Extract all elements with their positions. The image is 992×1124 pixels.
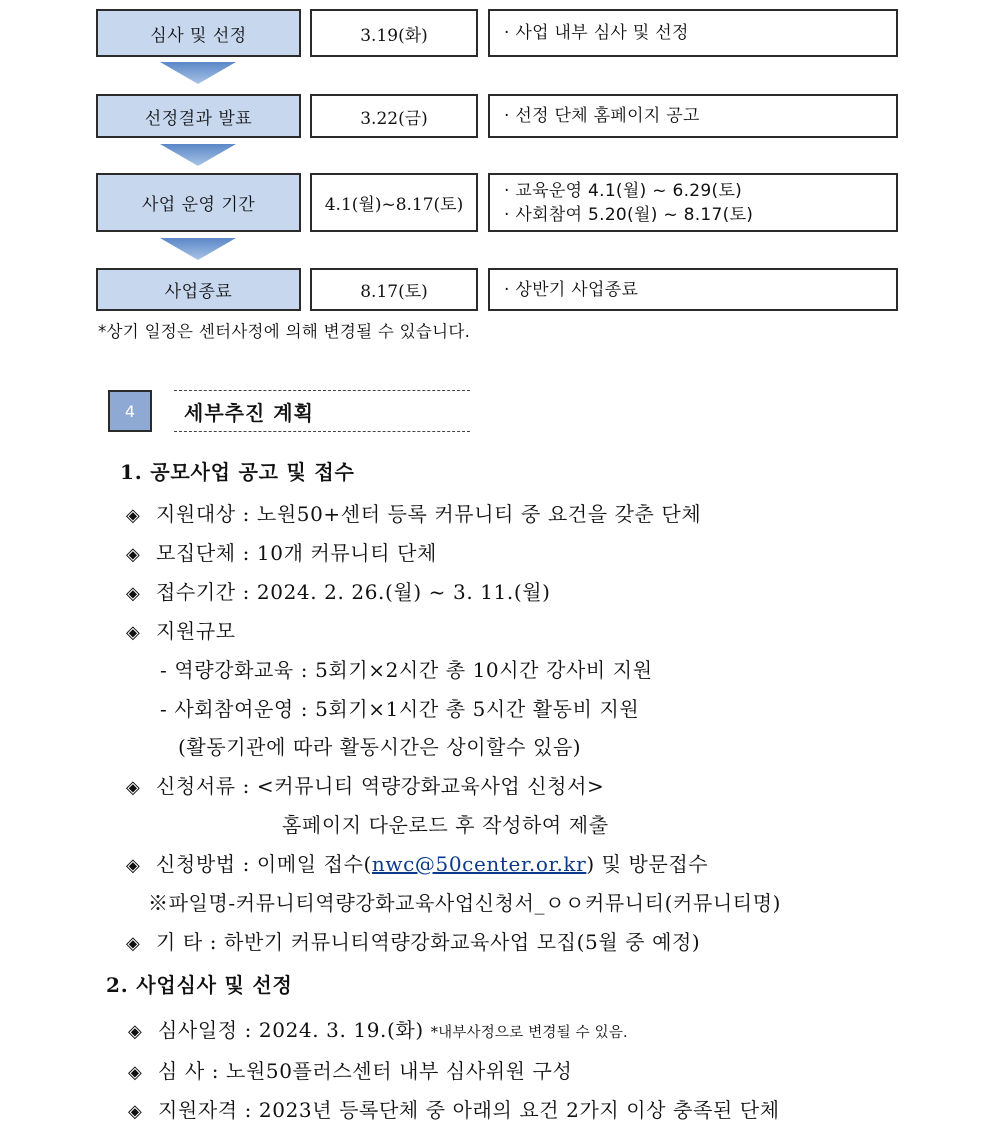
flow-description-line: · 사업 내부 심사 및 선정 [504, 23, 689, 43]
diamond-bullet-icon: ◈ [126, 933, 141, 954]
diamond-bullet-icon: ◈ [128, 1062, 143, 1083]
flow-row [96, 173, 898, 232]
diamond-bullet-icon: ◈ [126, 505, 141, 526]
list-item [126, 926, 700, 955]
list-item [128, 1094, 780, 1123]
sub-list-item: - 사회참여운영 : 5회기×1시간 총 5시간 활동비 지원 [160, 697, 640, 721]
flow-description-line: · 사회참여 5.20(월) ~ 8.17(토) [504, 204, 754, 225]
list-item [126, 770, 604, 799]
flow-description [488, 94, 898, 138]
flow-date: 3.19(화) [310, 9, 478, 57]
list-item-text: 신청서류 : <커뮤니티 역량강화교육사업 신청서> [156, 774, 605, 798]
list-item [128, 1055, 572, 1084]
diamond-bullet-icon: ◈ [128, 1101, 143, 1122]
sub-list-item: - 역량강화교육 : 5회기×2시간 총 10시간 강사비 지원 [160, 658, 653, 682]
sub-list-note: (활동기관에 따라 활동시간은 상이할수 있음) [178, 735, 582, 759]
flow-stage-label: 선정결과 발표 [96, 94, 301, 138]
list-item [128, 1014, 628, 1043]
flow-description [488, 9, 898, 57]
list-item-text: 기 타 : 하반기 커뮤니티역량강화교육사업 모집(5월 중 예정) [156, 930, 701, 954]
flow-date: 4.1(월)~8.17(토) [310, 173, 478, 232]
flow-row [96, 268, 898, 311]
list-item-text: 접수기간 : 2024. 2. 26.(월) ~ 3. 11.(월) [156, 580, 551, 604]
down-arrow-icon [160, 238, 236, 260]
list-item-text: 심사일정 : 2024. 3. 19.(화) [158, 1018, 424, 1042]
email-link[interactable]: nwc@50center.or.kr [371, 852, 587, 876]
list-item-text: 심 사 : 노원50플러스센터 내부 심사위원 구성 [158, 1059, 573, 1083]
flow-stage-label: 심사 및 선정 [96, 9, 301, 57]
list-item [126, 848, 708, 877]
down-arrow-icon [160, 62, 236, 84]
list-item-text: ) 및 방문접수 [586, 852, 709, 876]
subsection-title: 1. 공모사업 공고 및 접수 [120, 460, 355, 484]
schedule-note: *상기 일정은 센터사정에 의해 변경될 수 있습니다. [98, 322, 471, 341]
diamond-bullet-icon: ◈ [126, 855, 141, 876]
list-item-text: 모집단체 : 10개 커뮤니티 단체 [156, 541, 437, 565]
list-item-text: 지원규모 [156, 619, 236, 643]
flow-date: 3.22(금) [310, 94, 478, 138]
section-number-badge: 4 [108, 390, 152, 432]
list-item [126, 498, 701, 527]
flow-description [488, 173, 898, 232]
diamond-bullet-icon: ◈ [126, 544, 141, 565]
subsection-title: 2. 사업심사 및 선정 [106, 973, 293, 997]
flow-description-line: · 상반기 사업종료 [504, 279, 639, 300]
flow-stage-label: 사업종료 [96, 268, 301, 311]
list-item-note: *내부사정으로 변경될 수 있음. [430, 1025, 628, 1041]
list-item [126, 537, 437, 566]
list-item [126, 576, 551, 605]
diamond-bullet-icon: ◈ [126, 622, 141, 643]
flow-stage-label: 사업 운영 기간 [96, 173, 301, 232]
list-item [126, 615, 236, 644]
filename-note: ※파일명-커뮤니티역량강화교육사업신청서_ㅇㅇ커뮤니티(커뮤니티명) [148, 891, 782, 915]
flow-date: 8.17(토) [310, 268, 478, 311]
flow-row [96, 94, 898, 138]
section-title: 세부추진 계획 [174, 390, 470, 432]
flow-row [96, 9, 898, 57]
list-item-text: 신청방법 : 이메일 접수( [156, 852, 372, 876]
flow-description-line: · 교육운영 4.1(월) ~ 6.29(토) [504, 180, 743, 201]
diamond-bullet-icon: ◈ [126, 777, 141, 798]
flow-description-line: · 선정 단체 홈페이지 공고 [504, 106, 700, 126]
list-item-text: 지원대상 : 노원50+센터 등록 커뮤니티 중 요건을 갖춘 단체 [156, 502, 702, 526]
down-arrow-icon [160, 144, 236, 166]
flow-description [488, 268, 898, 311]
diamond-bullet-icon: ◈ [128, 1021, 143, 1042]
list-item-continuation: 홈페이지 다운로드 후 작성하여 제출 [282, 813, 609, 837]
diamond-bullet-icon: ◈ [126, 583, 141, 604]
list-item-text: 지원자격 : 2023년 등록단체 중 아래의 요건 2가지 이상 충족된 단체 [158, 1098, 780, 1122]
